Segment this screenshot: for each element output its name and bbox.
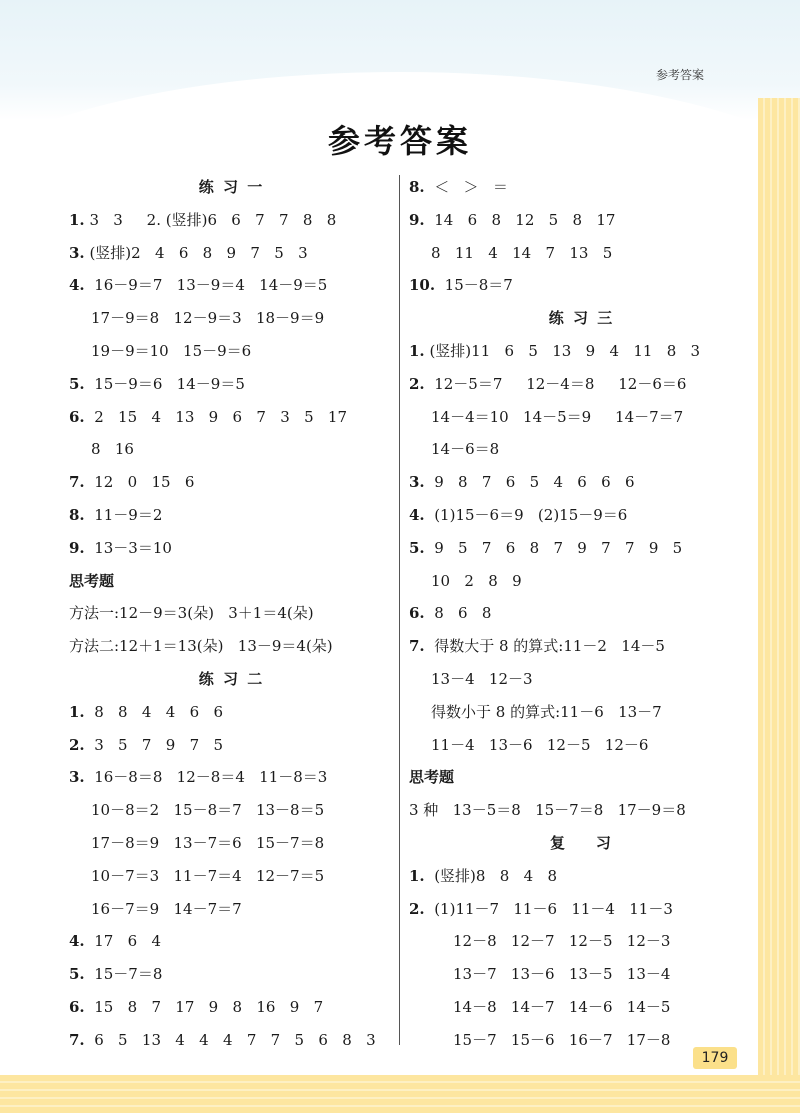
answer-item [409, 269, 754, 302]
item-number: 3. [69, 768, 85, 787]
answer-item [69, 958, 394, 991]
answer-continuation: 10 2 8 9 [431, 571, 522, 590]
item-number: 8. [409, 178, 425, 196]
answer-continuation: 14－8 14－7 14－6 14－5 [453, 997, 671, 1016]
page-edge-stripes-bottom [0, 1075, 800, 1113]
answer-continuation: 13－7 13－6 13－5 13－4 [453, 965, 671, 984]
item-answer-text: 得数大于 8 的算式:11－2 14－5 [424, 637, 665, 656]
answer-item [69, 1024, 394, 1057]
page-title: 参考答案 [327, 122, 472, 160]
answer-item [69, 269, 394, 302]
item-number: 6. [409, 604, 425, 623]
item-number: 2. [69, 735, 85, 754]
answer-continuation: 16－7＝9 14－7＝7 [91, 899, 242, 918]
item-answer-text: 13－3＝10 [84, 538, 172, 557]
item-number: 10. [409, 276, 436, 295]
item-answer-text: 8 6 8 [424, 604, 492, 623]
item-answer-text: 8 8 4 4 6 6 [84, 702, 223, 721]
section-heading: 练 习 二 [198, 669, 265, 688]
answer-item [409, 204, 754, 237]
item-number: 4. [69, 276, 85, 295]
answer-continuation: 8 16 [91, 440, 134, 459]
answer-continuation: 10－8＝2 15－8＝7 13－8＝5 [91, 801, 325, 820]
item-answer-text: (竖排)2 4 6 8 9 7 5 3 [84, 243, 308, 262]
section-heading: 练 习 三 [548, 309, 615, 328]
answer-line: 方法二:12＋1＝13(朵) 13－9＝4(朵) [69, 637, 333, 656]
item-answer-text: 9 8 7 6 5 4 6 6 6 [424, 473, 635, 492]
item-answer-text: (竖排)8 8 4 8 [424, 866, 557, 885]
answer-item [409, 893, 754, 926]
item-number: 1. [69, 702, 85, 721]
answer-item [69, 991, 394, 1024]
item-answer-text: 3 5 7 9 7 5 [84, 735, 223, 754]
item-number: 2. [409, 374, 425, 393]
answer-item [409, 466, 754, 499]
answer-item [69, 532, 394, 565]
answer-continuation: 10－7＝3 11－7＝4 12－7＝5 [91, 866, 325, 885]
answer-continuation: 15－7 15－6 16－7 17－8 [453, 1030, 671, 1049]
item-answer-text: 3 3 2. (竖排)6 6 7 7 8 8 [84, 210, 337, 229]
subsection-heading: 思考题 [69, 571, 115, 590]
answer-continuation: 11－4 13－6 12－5 12－6 [431, 735, 649, 754]
answer-continuation: 19－9＝10 15－9＝6 [91, 341, 252, 360]
item-number: 8. [69, 505, 85, 524]
item-answer-text: 17 6 4 [84, 932, 161, 951]
answer-continuation: 14－4＝10 14－5＝9 14－7＝7 [431, 407, 684, 426]
item-number: 9. [69, 538, 85, 557]
item-number: 2. [409, 899, 425, 918]
running-header: 参考答案 [655, 68, 704, 82]
answer-item [409, 368, 754, 401]
answer-continuation: 8 11 4 14 7 13 5 [431, 243, 613, 262]
item-answer-text: 12－5＝7 12－4＝8 12－6＝6 [424, 374, 687, 393]
answer-continuation: 14－6＝8 [431, 440, 500, 459]
item-answer-text: 6 5 13 4 4 4 7 7 5 6 8 3 [84, 1030, 376, 1049]
answer-column-right [409, 171, 754, 1057]
answer-continuation: 17－8＝9 13－7＝6 15－7＝8 [91, 833, 325, 852]
item-answer-text: 11－9＝2 [84, 505, 163, 524]
item-number: 4. [69, 932, 85, 951]
item-answer-text: 2 15 4 13 9 6 7 3 5 17 [84, 407, 348, 426]
answer-item [69, 204, 394, 237]
item-answer-text: 15－7＝8 [84, 965, 163, 984]
item-number: 7. [69, 473, 85, 492]
item-number: 6. [69, 407, 85, 426]
item-number: 1. [69, 210, 85, 229]
answer-line: 3 种 13－5＝8 15－7＝8 17－9＝8 [409, 801, 686, 820]
answer-item [409, 335, 754, 368]
item-answer-text: (竖排)11 6 5 13 9 4 11 8 3 [424, 341, 701, 360]
item-number: 3. [409, 473, 425, 492]
answer-line: 方法一:12－9＝3(朵) 3＋1＝4(朵) [69, 604, 314, 623]
item-answer-text: ＜ ＞ ＝ [424, 178, 508, 196]
answer-item [69, 925, 394, 958]
answer-continuation: 得数小于 8 的算式:11－6 13－7 [431, 702, 662, 721]
answer-item [69, 466, 394, 499]
answer-item [69, 499, 394, 532]
answer-item [409, 630, 754, 663]
answer-item [409, 532, 754, 565]
item-number: 7. [69, 1030, 85, 1049]
item-answer-text: 15－9＝6 14－9＝5 [84, 374, 245, 393]
item-answer-text: (1)15－6＝9 (2)15－9＝6 [424, 505, 628, 524]
item-number: 5. [409, 538, 425, 557]
answer-item [409, 171, 754, 204]
item-answer-text: 14 6 8 12 5 8 17 [424, 210, 616, 229]
item-number: 7. [409, 637, 425, 656]
answer-item [409, 860, 754, 893]
item-answer-text: 16－8＝8 12－8＝4 11－8＝3 [84, 768, 328, 787]
item-number: 5. [69, 965, 85, 984]
answer-item [69, 729, 394, 762]
column-divider [399, 175, 400, 1045]
answer-continuation: 13－4 12－3 [431, 669, 533, 688]
answer-item [69, 761, 394, 794]
answer-item [409, 597, 754, 630]
answer-item [69, 368, 394, 401]
answer-continuation: 17－9＝8 12－9＝3 18－9＝9 [91, 309, 325, 328]
item-number: 4. [409, 505, 425, 524]
item-number: 1. [409, 866, 425, 885]
answer-item [69, 237, 394, 270]
item-number: 3. [69, 243, 85, 262]
item-answer-text: 12 0 15 6 [84, 473, 195, 492]
section-heading: 练 习 一 [198, 178, 265, 196]
answer-item [409, 499, 754, 532]
section-heading: 复 习 [550, 833, 613, 852]
answer-item [69, 696, 394, 729]
answer-continuation: 12－8 12－7 12－5 12－3 [453, 932, 671, 951]
item-answer-text: 15－8＝7 [435, 276, 513, 295]
answer-column-left [69, 171, 394, 1057]
item-answer-text: 15 8 7 17 9 8 16 9 7 [84, 997, 324, 1016]
item-answer-text: 16－9＝7 13－9＝4 14－9＝5 [84, 276, 328, 295]
answer-item [69, 401, 394, 434]
page-edge-stripes-right [758, 98, 800, 1113]
item-number: 6. [69, 997, 85, 1016]
item-answer-text: 9 5 7 6 8 7 9 7 7 9 5 [424, 538, 683, 557]
item-number: 9. [409, 210, 425, 229]
page-number: 179 [693, 1047, 737, 1069]
item-answer-text: (1)11－7 11－6 11－4 11－3 [424, 899, 673, 918]
item-number: 5. [69, 374, 85, 393]
item-number: 1. [409, 341, 425, 360]
subsection-heading: 思考题 [409, 768, 455, 787]
